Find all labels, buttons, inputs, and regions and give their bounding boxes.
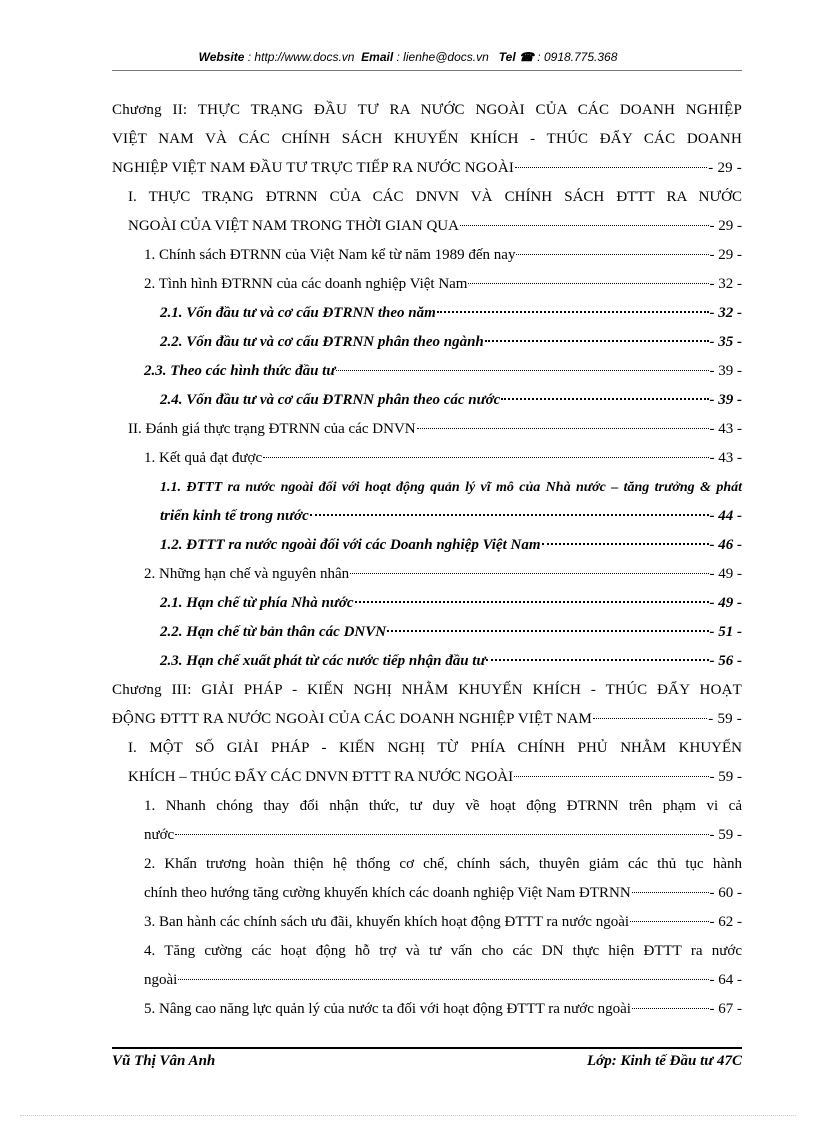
email-value[interactable]: : lienhe@docs.vn (396, 50, 489, 64)
toc-entry-1[interactable] (112, 241, 742, 270)
toc-entry-2-3[interactable] (112, 357, 742, 386)
toc-entry-iii-4-line-2[interactable] (112, 966, 742, 995)
footer-divider (112, 1047, 742, 1049)
toc-entry-text: KHÍCH – THÚC ĐẨY CÁC DNVN ĐTTT RA NƯỚC NGOÀI (128, 769, 514, 785)
toc-entry-text: 2.3. Theo các hình thức đầu tư (144, 363, 336, 379)
toc-entry-text: 1. Kết quả đạt được (144, 450, 263, 466)
table-of-contents (112, 96, 742, 1024)
toc-page-number: - 51 - (709, 624, 742, 640)
toc-entry-iii-1-line-2[interactable] (112, 821, 742, 850)
toc-page-number: - 35 - (709, 334, 742, 350)
page-footer (112, 1053, 742, 1070)
website-label: Website (198, 50, 245, 64)
toc-page-number: - 29 - (709, 247, 742, 263)
toc-entry-ii-1-1-line-2[interactable] (112, 502, 742, 531)
toc-entry-iii-4-line-1[interactable]: 4. Tăng cường các hoạt động hỗ trợ và tư vấn cho các DN thực hiện ĐTTT ra nước (144, 943, 742, 959)
toc-entry-text: 2.1. Hạn chế từ phía Nhà nước (160, 595, 354, 611)
toc-page-number: - 49 - (709, 595, 742, 611)
toc-page-number: - 43 - (709, 421, 742, 437)
toc-entry-ii-2-1[interactable] (112, 589, 742, 618)
toc-entry-2-1[interactable] (112, 299, 742, 328)
toc-entry-text: 2.3. Hạn chế xuất phát từ các nước tiếp nhận đầu tư (160, 653, 486, 669)
toc-entry-2[interactable] (112, 270, 742, 299)
toc-entry-iii-2-line-2[interactable] (112, 879, 742, 908)
toc-page-number: - 64 - (709, 972, 742, 988)
toc-page-number: - 32 - (709, 276, 742, 292)
toc-entry-text: 2.2. Hạn chế từ bản thân các DNVN (160, 624, 387, 640)
toc-entry-text: chính theo hướng tăng cường khuyến khích các doanh nghiệp Việt Nam ĐTRNN (144, 885, 631, 901)
toc-entry-text: 5. Nâng cao năng lực quản lý của nước ta đối với hoạt động ĐTTT ra nước ngoài (144, 1001, 631, 1017)
toc-entry-ii-1-2[interactable] (112, 531, 742, 560)
tel-label: Tel ☎ (498, 50, 534, 64)
toc-chapter-3-section-1-line-2[interactable] (112, 763, 742, 792)
toc-section-1-line-1[interactable]: I. THỰC TRẠNG ĐTRNN CỦA CÁC DNVN VÀ CHÍNH SÁCH ĐTTT RA NƯỚC (128, 189, 742, 205)
toc-entry-2-4[interactable] (112, 386, 742, 415)
toc-entry-text: 1. Chính sách ĐTRNN của Việt Nam kể từ năm 1989 đến nay (144, 247, 516, 263)
toc-entry-text: triển kinh tế trong nước (160, 508, 309, 524)
footer-author: Vũ Thị Vân Anh (112, 1053, 216, 1069)
toc-chapter-2-line-3[interactable] (112, 154, 742, 183)
toc-entry-ii-1[interactable] (112, 444, 742, 473)
toc-entry-ii-2-3[interactable] (112, 647, 742, 676)
toc-page-number: - 43 - (709, 450, 742, 466)
email-label: Email (361, 50, 394, 64)
toc-section-2[interactable] (112, 415, 742, 444)
toc-page-number: - 60 - (709, 885, 742, 901)
toc-entry-text: 2. Những hạn chế và nguyên nhân (144, 566, 350, 582)
footer-class: Lớp: Kinh tế Đầu tư 47C (587, 1053, 742, 1069)
toc-entry-text: ĐỘNG ĐTTT RA NƯỚC NGOÀI CỦA CÁC DOANH NGHIỆP VIỆT NAM (112, 711, 593, 727)
toc-page-number: - 39 - (709, 392, 742, 408)
toc-entry-ii-1-1-line-1[interactable]: 1.1. ĐTTT ra nước ngoài đối với hoạt động quản lý vĩ mô của Nhà nước – tăng trưởng & phát (160, 480, 742, 495)
toc-page-number: - 59 - (709, 769, 742, 785)
toc-entry-text: 2.1. Vốn đầu tư và cơ cấu ĐTRNN theo năm (160, 305, 436, 321)
toc-entry-text: NGHIỆP VIỆT NAM ĐẦU TƯ TRỰC TIẾP RA NƯỚC NGOÀI (112, 160, 515, 176)
toc-entry-text: 2. Tình hình ĐTRNN của các doanh nghiệp Việt Nam (144, 276, 468, 292)
toc-page-number: - 59 - (709, 827, 742, 843)
toc-page-number: - 67 - (709, 1001, 742, 1017)
toc-page-number: - 29 - (708, 160, 742, 176)
header-divider (112, 70, 742, 71)
toc-page-number: - 49 - (709, 566, 742, 582)
toc-page-number: - 59 - (708, 711, 742, 727)
toc-page-number: - 39 - (709, 363, 742, 379)
toc-entry-iii-1-line-1[interactable]: 1. Nhanh chóng thay đổi nhận thức, tư duy về hoạt động ĐTRNN trên phạm vi cả (144, 798, 742, 814)
toc-entry-text: NGOÀI CỦA VIỆT NAM TRONG THỜI GIAN QUA (128, 218, 459, 234)
toc-entry-text: 3. Ban hành các chính sách ưu đãi, khuyến khích hoạt động ĐTTT ra nước ngoài (144, 914, 630, 930)
toc-entry-text: nước (144, 827, 175, 843)
toc-page-number: - 56 - (709, 653, 742, 669)
page-bottom-edge (20, 1115, 796, 1116)
toc-page-number: - 62 - (709, 914, 742, 930)
toc-chapter-2-line-1[interactable]: Chương II: THỰC TRẠNG ĐẦU TƯ RA NƯỚC NGOÀI CỦA CÁC DOANH NGHIỆP (112, 102, 742, 118)
toc-chapter-3-line-1[interactable]: Chương III: GIẢI PHÁP - KIẾN NGHỊ NHẰM KHUYẾN KHÍCH - THÚC ĐẨY HOẠT (112, 682, 742, 698)
toc-entry-ii-2[interactable] (112, 560, 742, 589)
toc-entry-text: ngoài (144, 972, 178, 988)
toc-section-1-line-2[interactable] (112, 212, 742, 241)
toc-entry-iii-2-line-1[interactable]: 2. Khẩn trương hoàn thiện hệ thống cơ chế, chính sách, thuyên giảm các thủ tục hành (144, 856, 742, 872)
toc-page-number: - 46 - (709, 537, 742, 553)
toc-page-number: - 29 - (709, 218, 742, 234)
toc-entry-iii-3[interactable] (112, 908, 742, 937)
toc-entry-iii-5[interactable] (112, 995, 742, 1024)
tel-value: : 0918.775.368 (537, 50, 618, 64)
toc-chapter-3-line-2[interactable] (112, 705, 742, 734)
website-value[interactable]: : http://www.docs.vn (247, 50, 355, 64)
toc-chapter-2-line-2[interactable]: VIỆT NAM VÀ CÁC CHÍNH SÁCH KHUYẾN KHÍCH - THÚC ĐẨY CÁC DOANH (112, 131, 742, 147)
toc-page-number: - 32 - (709, 305, 742, 321)
toc-entry-2-2[interactable] (112, 328, 742, 357)
toc-entry-text: II. Đánh giá thực trạng ĐTRNN của các DNVN (128, 421, 416, 437)
toc-chapter-3-section-1-line-1[interactable]: I. MỘT SỐ GIẢI PHÁP - KIẾN NGHỊ TỪ PHÍA CHÍNH PHỦ NHẰM KHUYẾN (128, 740, 742, 756)
toc-entry-ii-2-2[interactable] (112, 618, 742, 647)
page-header (0, 50, 816, 64)
toc-entry-text: 2.2. Vốn đầu tư và cơ cấu ĐTRNN phân theo ngành (160, 334, 484, 350)
toc-entry-text: 1.2. ĐTTT ra nước ngoài đối với các Doanh nghiệp Việt Nam (160, 537, 541, 553)
toc-page-number: - 44 - (709, 508, 742, 524)
toc-entry-text: 2.4. Vốn đầu tư và cơ cấu ĐTRNN phân theo các nước (160, 392, 501, 408)
